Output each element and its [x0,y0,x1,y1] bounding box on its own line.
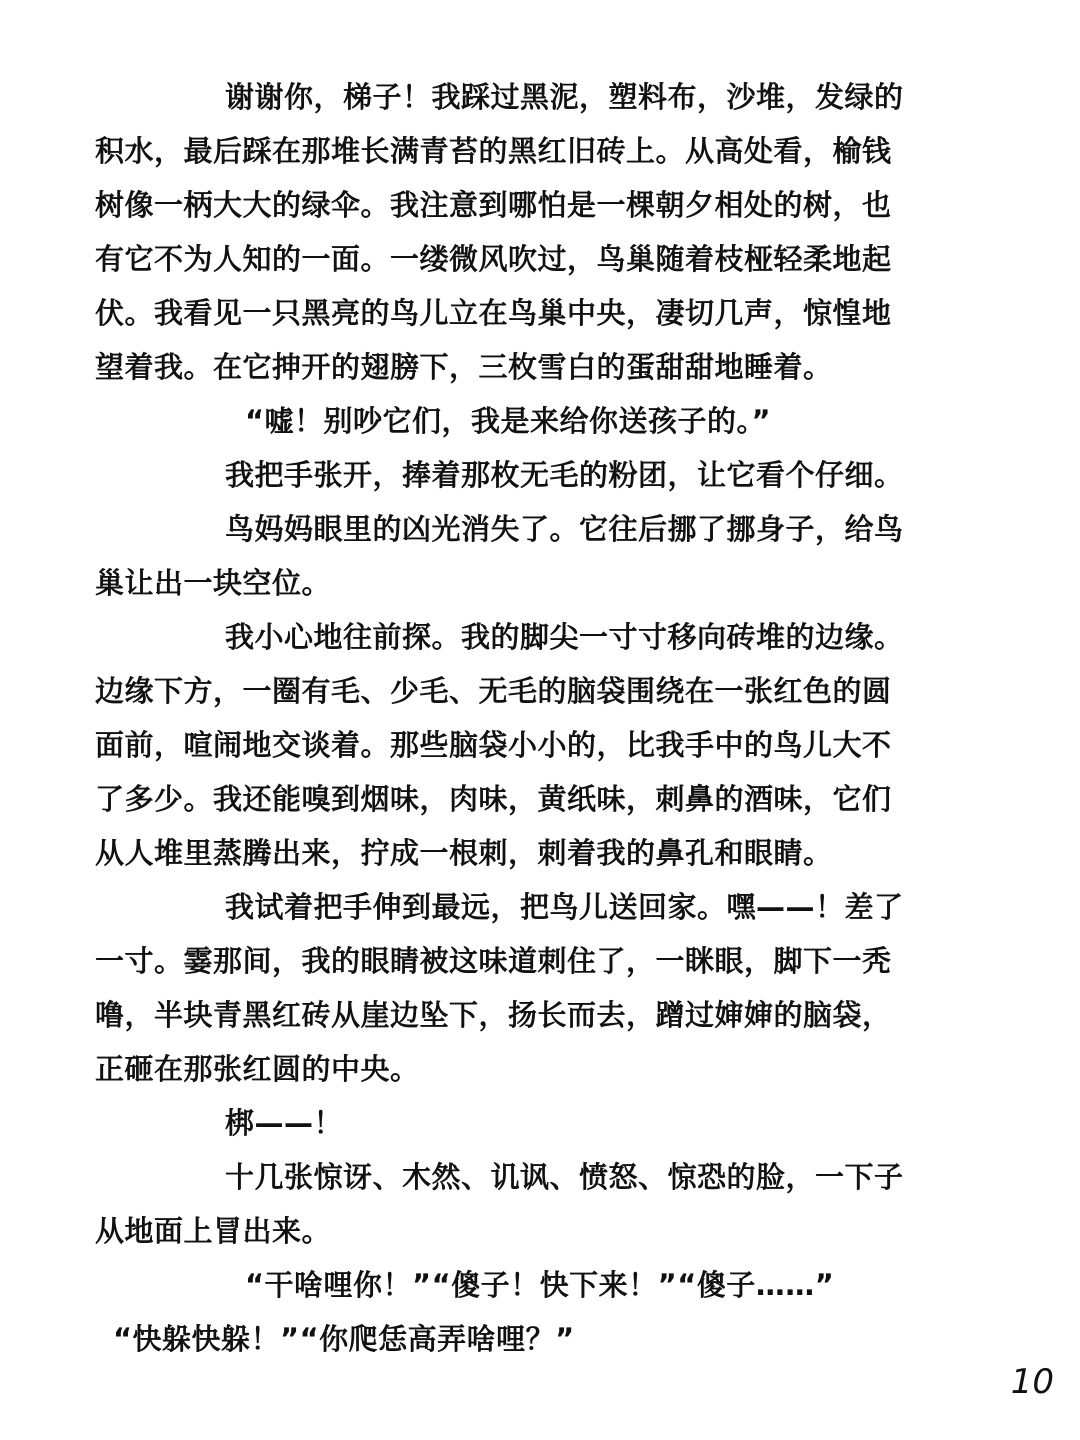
body-text [95,70,975,1366]
text-line: 有它不为人知的一面。一缕微风吹过，鸟巢随着枝桠轻柔地起 [95,242,892,276]
text-line: 望着我。在它抻开的翅膀下，三枚雪白的蛋甜甜地睡着。 [95,350,833,384]
text-line: 我小心地往前探。我的脚尖一寸寸移向砖堆的边缘。 [225,620,904,654]
text-line: 一寸。霎那间，我的眼睛被这味道刺住了，一眯眼，脚下一秃 [95,944,892,978]
text-line: 树像一柄大大的绿伞。我注意到哪怕是一棵朝夕相处的树，也 [95,188,892,222]
text-line: 从地面上冒出来。 [95,1214,332,1248]
text-line: 梆——！ [225,1106,344,1140]
text-line: 了多少。我还能嗅到烟味，肉味，黄纸味，刺鼻的酒味，它们 [95,782,892,816]
text-line: 从人堆里蒸腾出来，拧成一根刺，刺着我的鼻孔和眼睛。 [95,836,833,870]
text-line: 正砸在那张红圆的中央。 [95,1052,420,1086]
text-line: 谢谢你，梯子！我踩过黑泥，塑料布，沙堆，发绿的 [225,80,904,114]
text-line: 鸟妈妈眼里的凶光消失了。它往后挪了挪身子，给鸟 [225,512,904,546]
text-line: 积水，最后踩在那堆长满青苔的黑红旧砖上。从高处看，榆钱 [95,134,892,168]
text-line: 我试着把手伸到最远，把鸟儿送回家。嘿——！差了 [225,890,904,924]
text-line: 巢让出一块空位。 [95,566,332,600]
text-line: 十几张惊讶、木然、讥讽、愤怒、惊恐的脸，一下子 [225,1160,904,1194]
text-line: 噜，半块青黑红砖从崖边坠下，扬长而去，蹭过婶婶的脑袋， [95,998,892,1032]
page-number: 10 [1010,1362,1054,1402]
text-line: “干啥哩你！”“傻子！快下来！”“傻子……” [245,1268,835,1302]
text-line: “快躲快躲！”“你爬恁高弄啥哩？” [113,1322,575,1356]
text-line: “嘘！别吵它们，我是来给你送孩子的。” [245,404,772,438]
text-line: 伏。我看见一只黑亮的鸟儿立在鸟巢中央，凄切几声，惊惶地 [95,296,892,330]
text-line: 我把手张开，捧着那枚无毛的粉团，让它看个仔细。 [225,458,904,492]
text-line: 边缘下方，一圈有毛、少毛、无毛的脑袋围绕在一张红色的圆 [95,674,892,708]
text-line: 面前，喧闹地交谈着。那些脑袋小小的，比我手中的鸟儿大不 [95,728,892,762]
